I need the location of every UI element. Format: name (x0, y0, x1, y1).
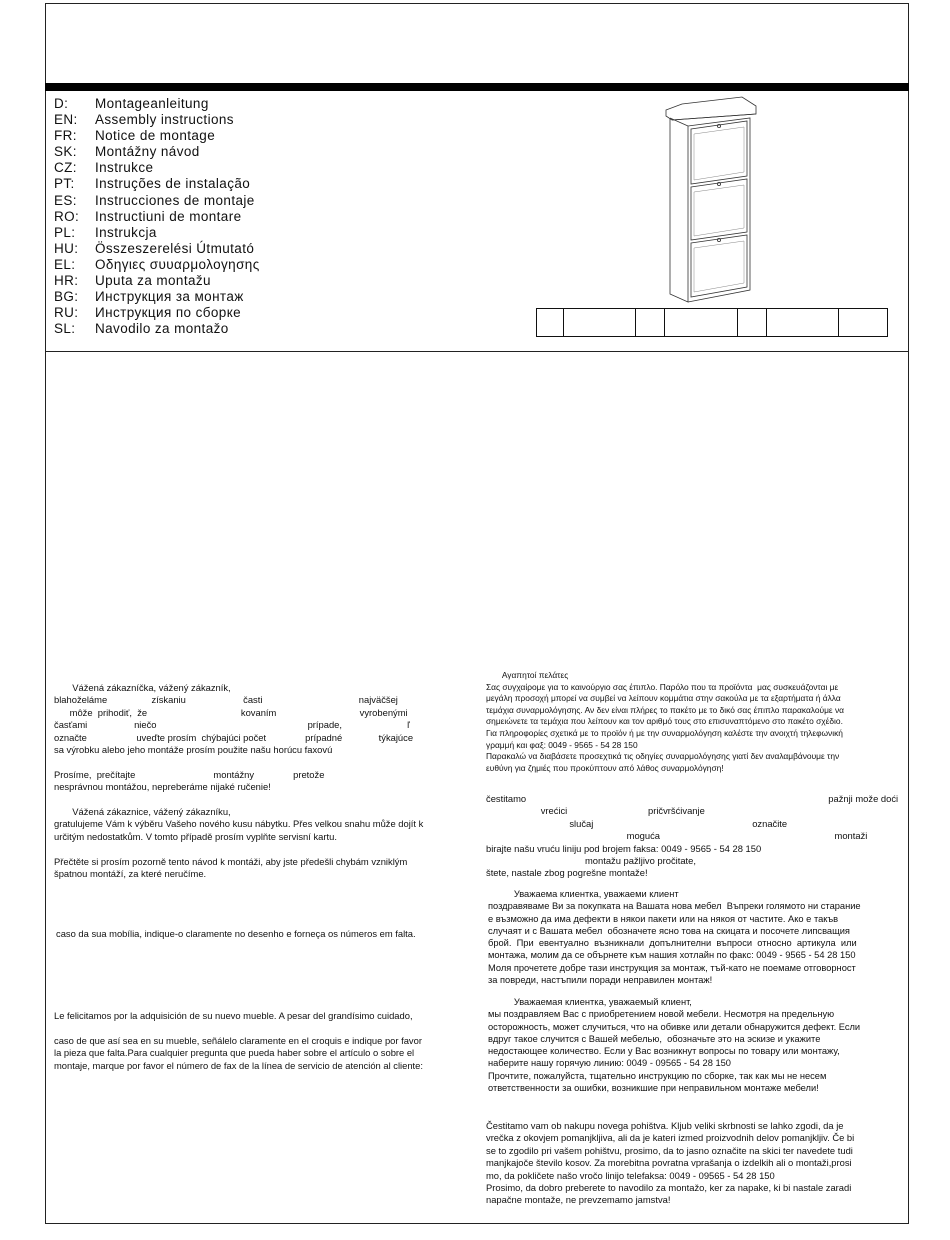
cabinet-illustration (664, 94, 764, 304)
language-title: Instruções de instalação (95, 176, 251, 192)
sk-notice-text: Prosíme, prečítajte montážny pretože nesprávnou montážou, nepreberáme nijaké ručenie! (54, 769, 325, 793)
language-code: HR: (54, 273, 79, 289)
language-code: RO: (54, 208, 80, 224)
language-code: CZ: (54, 160, 77, 176)
el-text: Αγαπητοί πελάτες Σας συγχαίρομε για το καινούργιο σας έπιπλο. Παρόλο που τα προϊόντα μας συσκευάζονται με μεγάλη προσοχή μπορεί να συμβεί να λείπουν κομμάτια στην σακούλα με τα εξαρτήματα ή άλλα τεμάχια συναρμολόγησης. Αν δεν είναι πλήρες το πακέτο με το δικό σας έπιπλο παρακαλούμε να σημειώνετε τα τεμάχια που λείπουν και τον αριθμό τους στο επισυναπτόμενο στο πακέτο σχέδιο. Για πληροφορίες σχετικά με το προϊόν ή με την συναρμολόγηση καλέστε την ανοιχτή τηλεφωνική γραμμή και φαξ: 0049 - 9565 - 54 28 150 Παρακαλώ να διαβάσετε προσεχτικά τις οδηγίες συναρμολόγησης γιατί δεν αναλαμβάνουμε την ευθύνη για ζημιές που προκύπτουν από λάθος συναρμολόγηση! (486, 670, 845, 773)
language-title: Instrukce (95, 160, 154, 176)
language-row (54, 144, 354, 160)
language-title: Uputa za montažu (95, 273, 211, 289)
language-list (54, 96, 354, 337)
language-code: EL: (54, 256, 76, 272)
language-row (54, 96, 354, 112)
language-title: Instrucciones de montaje (95, 192, 255, 208)
sl-text: Čestitamo vam ob nakupu novega pohištva. Kljub veliki skrbnosti se lahko zgodi, da je vrečka z okovjem pomanjkljiva, ali da je kateri izmed proizvodnih delov pomanjkljiv. Če bi se to zgodilo pri vašem pohištvu, prosimo, da to jasno označite na skici ter navedete tudi manjkajoče število kosov. Za morebitna povratna vprašanja o izdelkih ali o montaži,prosi mo, da pokličete našo vročo linijo telefaksa: 0049 - 09565 - 54 28 150 Prosimo, da dobro preberete to navodilo za montažo, ker za napake, ki bi nastale zaradi napačne montaže, ne prevzemamo jamstva! (486, 1120, 855, 1206)
language-title: Инструкция по сборке (95, 305, 242, 321)
language-code: HU: (54, 240, 79, 256)
language-row (54, 193, 354, 209)
es-greeting-text: Le felicitamos por la adquisición de su nuevo mueble. A pesar del grandísimo cuidado, (54, 1010, 413, 1021)
language-code: D: (54, 96, 69, 111)
language-title: Montageanleitung (95, 96, 209, 111)
cz-notice-text: Přečtěte si prosím pozorně tento návod k montáži, aby jste předešli chybám vzniklým špatnou montáží, za které neručíme. (54, 856, 408, 880)
language-title: Notice de montage (95, 128, 216, 144)
language-row (54, 289, 354, 305)
language-code: FR: (54, 128, 77, 144)
language-title: Összeszerelési Útmutató (95, 240, 255, 256)
code-cell (537, 309, 564, 337)
code-cell (636, 309, 665, 337)
language-row (54, 160, 354, 176)
language-title: Instrukcja (95, 224, 157, 240)
code-cell (839, 309, 888, 337)
language-row (54, 257, 354, 273)
language-title: Инструкция за монтаж (95, 289, 244, 305)
language-row (54, 273, 354, 289)
language-code: SK: (54, 144, 77, 160)
ru-text: Уважаемая клиентка, уважаемый клиент, мы поздравляем Вас с приобретением новой мебели. Несмотря на предельную осторожность, может случиться, что на обивке или детали обнаружится дефект. Если вдруг такое случится с Вашей мебелью, обозначьте это на эскизе и укажите недостающее количество. Если у Вас возникнут вопросы по товару или монтажу, наберите нашу горячую линию: 0049 - 09565 - 54 28 150 Прочтите, пожалуйста, тщательно инструкцию по сборке, так как мы не несем ответственности за ошибки, возникшие при неправильном монтаже мебели! (488, 997, 861, 1094)
language-row (54, 241, 354, 257)
language-title: Montážny návod (95, 144, 200, 160)
language-code: ES: (54, 192, 77, 208)
language-code: PT: (54, 176, 75, 192)
product-code-table (536, 308, 888, 337)
hr-text: čestitamo pažnji može doći vrećici pričvršćivanje slučaj označite moguća montaži birajte našu vruću liniju pod brojem faksa: 0049 - 9565 - 54 28 150 montažu pažljivo pročitate, štete, nastale zbog pogrešne montaže! (486, 793, 899, 879)
language-code: SL: (54, 321, 76, 337)
code-cell (738, 309, 767, 337)
language-row (54, 209, 354, 225)
language-row (54, 305, 354, 321)
language-row (54, 128, 354, 144)
language-code: RU: (54, 305, 79, 321)
language-row (54, 321, 354, 337)
language-title: Οδηγιες συυαρμολογησης (95, 256, 260, 272)
language-row (54, 176, 354, 192)
language-title: Navodilo za montažo (95, 321, 229, 337)
header-bar (45, 83, 909, 91)
code-cell (665, 309, 738, 337)
language-title: Assembly instructions (95, 112, 234, 128)
language-title: Instructiuni de montare (95, 208, 242, 224)
pt-text: caso da sua mobília, indique-o claramente no desenho e forneça os números em falta. (56, 928, 416, 939)
es-text: caso de que así sea en su mueble, señálelo claramente en el croquis e indique por favor la pieza que falta.Para cualquier pregunta que pueda haber sobre el artículo o sobre el montaje, marque por favor el número de fax de la línea de servicio de atención al cliente: (54, 1035, 423, 1071)
language-row (54, 225, 354, 241)
code-cell (564, 309, 636, 337)
sk-greeting-text: Vážená zákazníčka, vážený zákazník, blahoželáme získaniu časti najväčšej môže prihodiť, že kovaním vyrobenými časťami niečo prípade, ľ označte uveďte prosím chýbajúci počet prípadné týkajúce sa výrobku alebo jeho montáže prosím použite našu horúcu faxovú (54, 682, 414, 756)
section-divider (45, 351, 909, 352)
bg-text: Уважаема клиентка, уважаеми клиент поздравяваме Ви за покупката на Вашата нова мебел Въпреки голямото ни старание е възможно да има дефекти в някои пакети или на някоя от частите. Ако е такъв случаят и с Вашата мебел обозначете ясно това на скицата и посочете липсващия брой. При евентуално възникнали допълнителни въпроси относно артикула или монтажа, молим да се обърнете към нашия хотлайн по факс: 0049 - 9565 - 54 28 150 Моля прочетете добре тази инструкция за монтаж, тъй-като не поемаме отговорност за повреди, настъпили поради неправилен монтаж! (488, 889, 861, 986)
language-code: BG: (54, 289, 79, 305)
language-code: EN: (54, 112, 78, 128)
language-row (54, 112, 354, 128)
cz-greeting-text: Vážená zákaznice, vážený zákazníku, gratulujeme Vám k výběru Vašeho nového kusu nábytku. Přes velkou snahu může dojít k určitým nedostatkům. V tomto případě prosím vyplňte servisní kartu. (54, 806, 424, 842)
language-code: PL: (54, 224, 76, 240)
code-cell (767, 309, 839, 337)
